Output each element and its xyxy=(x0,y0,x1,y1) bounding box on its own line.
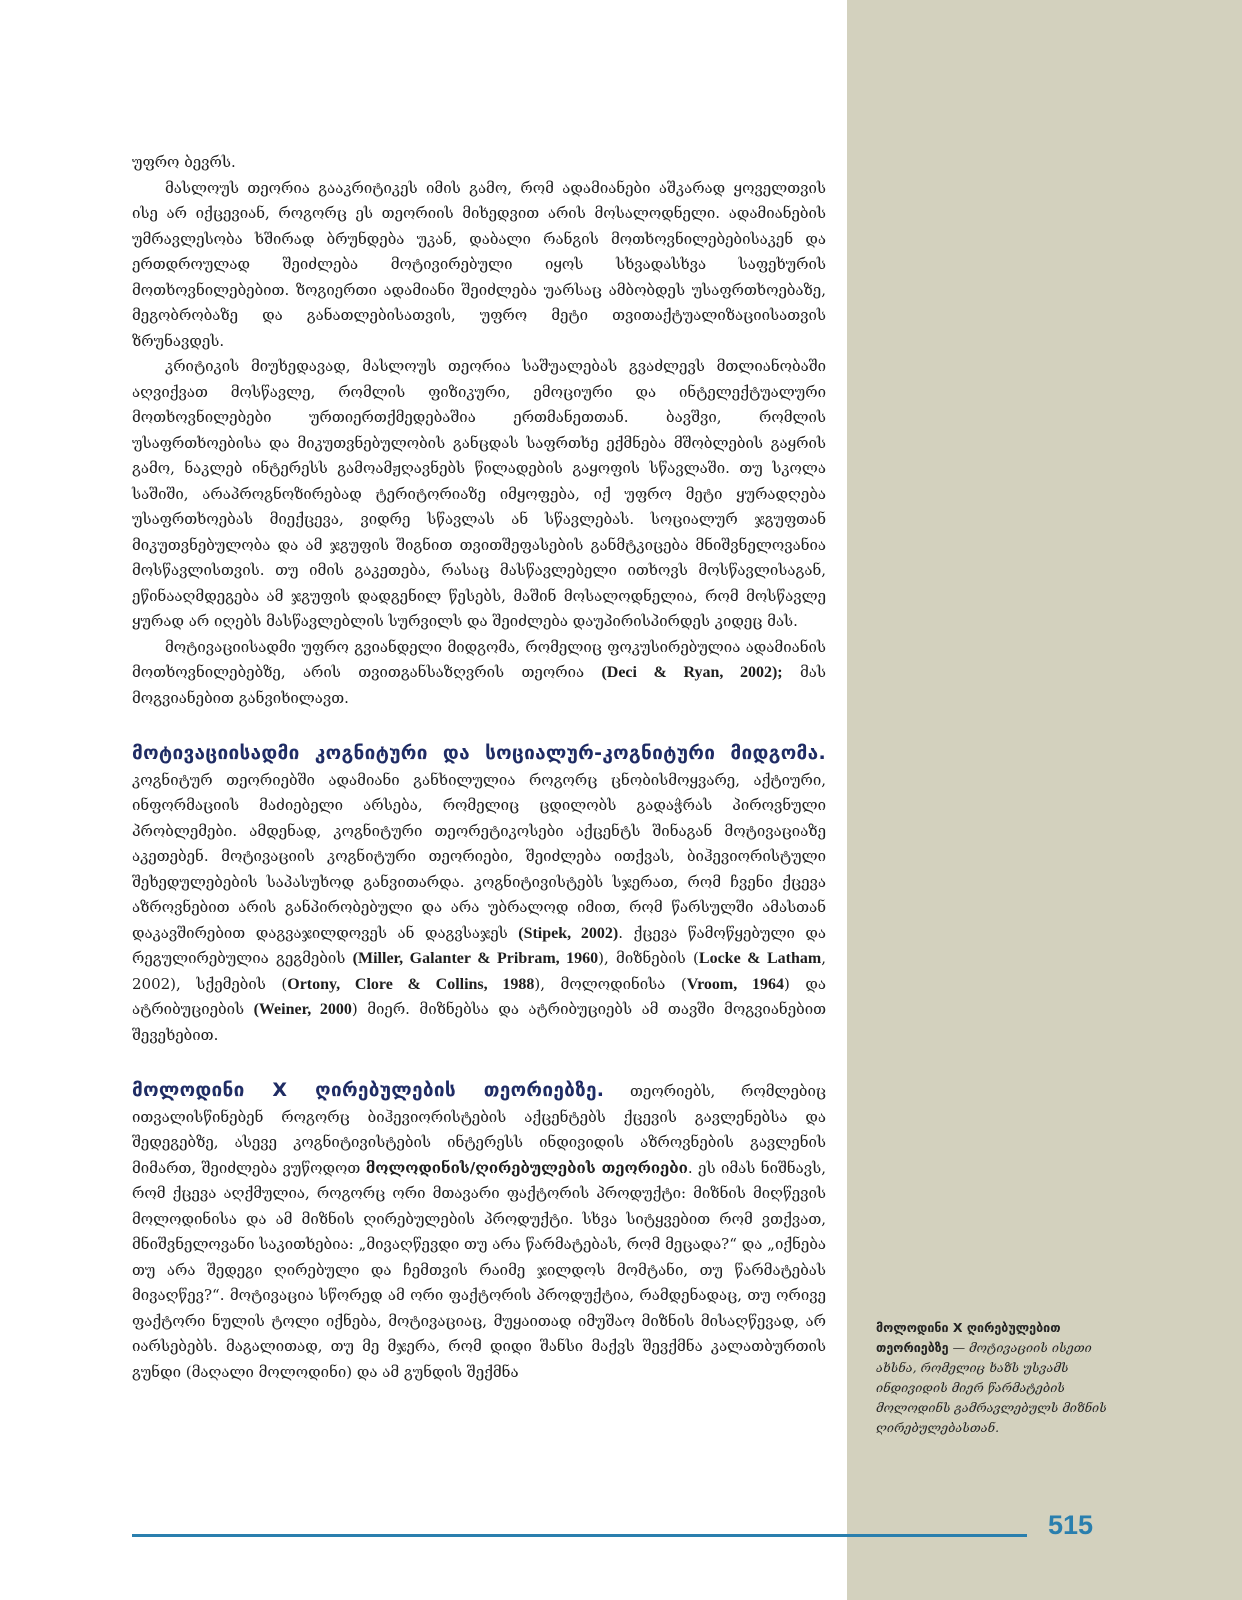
citation: Locke & Latham xyxy=(698,950,822,967)
text-segment: ), მიზნების ( xyxy=(598,949,699,967)
text-segment: მოტივაციისადმი უფრო გვიანდელი მიდგომა, რომელიც ფოკუსირებულია ადამიანის მოთხოვნილებებზე, არის თვითგანსაზღვრის თეორია xyxy=(132,637,826,681)
citation: (Stipek, 2002) xyxy=(518,924,619,942)
section-cognitive xyxy=(132,741,826,1048)
glossary-term: მოლოდინი X ღირებულებით თეორიებზე xyxy=(876,1320,1061,1355)
citation: Vroom, 1964 xyxy=(686,975,785,993)
section-heading-expectancy-value: მოლოდინი X ღირებულების თეორიებზე. xyxy=(132,1079,605,1101)
text-segment: კოგნიტურ თეორიებში ადამიანი განხილულია როგორც ცნობისმოყვარე, აქტიური, ინფორმაციის მაძიებელი არსება, რომელიც ცდილობს გადაჭრას პიროვნული პრობლემები. ამდენად, კოგნიტური თეორეტიკოსები აქცენტს შინაგან მოტივაციაზე აკეთებენ. მოტივაციის კოგნიტური თეორიები, შეიძლება ითქვას, ბიჰევიორისტული შეხედულებების საპასუხოდ განვითარდა. კოგნიტივისტებს სჯერათ, რომ ჩვენი ქცევა აზროვნებით არის განპირობებული და არა უბრალოდ იმით, რომ წარსულში ამასთან დაკავშირებით დაგვაჯილდოვეს ან დაგვსაჯეს xyxy=(132,770,826,942)
main-text-column xyxy=(132,150,826,1385)
text-segment: ) მიერ. მიზნებსა და ატრიბუციებს ამ თავში მოგვიანებით შევეხებით. xyxy=(132,1000,827,1044)
section-expectancy-value xyxy=(132,1078,826,1385)
text-segment: მას მოგვიანებით განვიხილავთ. xyxy=(132,663,826,707)
paragraph-maslow-criticism: მასლოუს თეორია გააკრიტიკეს იმის გამო, რომ ადამიანები აშკარად ყოველთვის ისე არ იქცევიან, როგორც ეს თეორიის მიხედვით არის მოსალოდნელი. ადამიანების უმრავლესობა ხშირად ბრუნდება უკან, დაბალი რანგის მოთხოვნილებებისაკენ და ერთდროულად შეიძლება მოტივირებული იყოს სხვადასხვა საფეხურის მოთხოვნილებებით. ზოგიერთი ადამიანი შეიძლება უარსაც ამბობდეს უსაფრთხოებაზე, მეგობრობაზე და განათლებისათვის, უფრო მეტი თვითაქტუალიზაციისათვის ზრუნავდეს. xyxy=(132,178,826,350)
paragraph-maslow-value: კრიტიკის მიუხედავად, მასლოუს თეორია საშუალებას გვაძლევს მთლიანობაში აღვიქვათ მოსწავლე, რომლის ფიზიკური, ემოციური და ინტელექტუალური მოთხოვნილებები ურთიერთქმედებაშია ერთმანეთთან. ბავშვი, რომლის უსაფრთხოებისა და მიკუთვნებულობის განცდას საფრთხე ექმნება მშობლების გაყრის გამო, ნაკლებ ინტერესს გამოამჟღავნებს წილადების გაყოფის სწავლაში. თუ სკოლა საშიში, არაპროგნოზირებად ტერიტორიაზე იმყოფება, იქ უფრო მეტი ყურადღება უსაფრთხოებას მიექცევა, ვიდრე სწავლას ან სწავლებას. სოციალურ ჯგუფთან მიკუთვნებულობა და ამ ჯგუფის შიგნით თვითშეფასების განმტკიცება მნიშვნელოვანია მოსწავლისთვის. თუ იმის გაკეთება, რასაც მასწავლებელი ითხოვს მოსწავლისაგან, ეწინააღმდეგება ამ ჯგუფის დადგენილ წესებს, მაშინ მოსალოდნელია, რომ მოსწავლე ყურად არ იღებს მასწავლებლის სურვილს და შეიძლება დაუპირისპირდეს კიდეც მას. xyxy=(132,357,826,630)
citation: (Deci & Ryan, 2002); xyxy=(601,664,783,681)
citation: (Miller, Galanter & Pribram, 1960 xyxy=(352,950,599,967)
section-heading-cognitive: მოტივაციისადმი კოგნიტური და სოციალურ-კოგნიტური მიდგომა. xyxy=(132,742,826,764)
paragraph-continuation: უფრო ბევრს. xyxy=(132,153,236,171)
text-segment: . ქცევა წამოწყებული და რეგულირებულია გეგმების xyxy=(132,923,826,967)
text-segment: ), მოლოდინისა ( xyxy=(534,974,687,993)
citation: (Weiner, 2000 xyxy=(253,1001,352,1018)
citation: Ortony, Clore & Collins, 1988 xyxy=(287,975,535,993)
text-segment: ) და ატრიბუციების xyxy=(132,974,826,1018)
footer-rule xyxy=(132,1534,1027,1537)
text-segment: თეორიებს, რომლებიც ითვალისწინებენ როგორც ბიჰევიორისტების აქცენტებს ქცევის გავლენებსა და შედეგებზე, ასევე კოგნიტივისტების ინტერესს ინდივიდის აზროვნების გავლენის მიმართ, შეიძლება ვუწოდოთ xyxy=(132,1082,826,1177)
paragraph-self-determination xyxy=(132,635,826,712)
page-number: 515 xyxy=(1048,1510,1094,1540)
text-segment: . ეს იმას ნიშნავს, რომ ქცევა აღქმულია, როგორც ორი მთავარი ფაქტორის პროდუქტი: მიზნის მიღწევის მოლოდინისა და ამ მიზნის ღირებულების პროდუქტი. სხვა სიტყვებით რომ ვთქვათ, მნიშვნელოვანი საკითხებია: „მივაღწევდი თუ არა წარმატებას, რომ მეცადა?“ და „იქნება თუ არა შედეგი ღირებული და ჩემთვის რაიმე ჯილდოს მომტანი, თუ წარმატებას მივაღწევ?“. მოტივაცია სწორედ ამ ორი ფაქტორის პროდუქტია, რამდენადაც, თუ ორივე ფაქტორი ნულის ტოლი იქნება, მოტივაციაც, მუყაითად იმუშაო მიზნის მისაღწევად, არ იარსებებს. მაგალითად, თუ მე მჯერა, რომ დიდი შანსი მაქვს შევქმნა კალათბურთის გუნდი (მაღალი მოლოდინი) და ამ გუნდის შექმნა xyxy=(132,1158,826,1381)
key-term: მოლოდინის/ღირებულების თეორიები xyxy=(365,1158,688,1177)
text-segment: , 2002), სქემების ( xyxy=(132,949,826,993)
glossary-note xyxy=(876,1318,1126,1438)
glossary-definition: — მოტივაციის ისეთი ახსნა, რომელიც ხაზს უსვამს ინდივიდის მიერ წარმატების მოლოდინს გამრავლებულს მიზნის ღირებულებასთან. xyxy=(876,1340,1107,1435)
